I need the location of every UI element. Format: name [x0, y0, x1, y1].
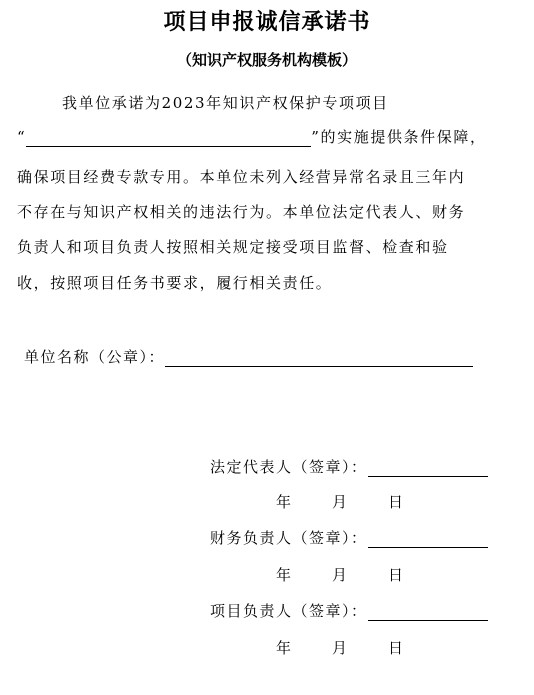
unit-name-label: 单位名称（公章）：	[24, 348, 166, 366]
legal-rep-row	[210, 456, 488, 477]
paragraph-line-2-tail: ”的实施提供条件保障，	[311, 128, 487, 146]
open-quote: “	[17, 128, 27, 146]
project-lead-row	[210, 600, 488, 621]
finance-head-row	[210, 527, 488, 548]
project-name-field[interactable]	[26, 128, 311, 147]
project-lead-month: 月	[332, 639, 348, 657]
unit-name-row	[24, 346, 473, 367]
project-lead-label: 项目负责人（签章）：	[210, 602, 368, 620]
project-lead-year: 年	[276, 639, 292, 657]
finance-head-signature-field[interactable]	[368, 529, 488, 548]
paragraph-line-3: 确保项目经费专款专用。本单位未列入经营异常名录且三年内	[17, 168, 466, 186]
project-lead-signature-field[interactable]	[368, 602, 488, 621]
finance-head-day: 日	[388, 566, 404, 584]
legal-rep-year: 年	[276, 493, 292, 511]
page-title: 项目申报诚信承诺书	[163, 10, 371, 35]
legal-rep-month: 月	[332, 493, 348, 511]
project-lead-day: 日	[388, 639, 404, 657]
legal-rep-date-row	[0, 491, 534, 511]
paragraph-line-5: 负责人和项目负责人按照相关规定接受项目监督、检查和验	[17, 238, 449, 256]
paragraph-line-4: 不存在与知识产权相关的违法行为。本单位法定代表人、财务	[17, 203, 466, 221]
legal-rep-signature-field[interactable]	[368, 458, 488, 477]
legal-rep-day: 日	[388, 493, 404, 511]
paragraph-line-2	[17, 126, 487, 147]
finance-head-label: 财务负责人（签章）：	[210, 529, 368, 547]
unit-name-field[interactable]	[165, 348, 473, 367]
page-subtitle: （知识产权服务机构模板）	[176, 51, 357, 69]
paragraph-line-6: 收，按照项目任务书要求，履行相关责任。	[17, 274, 333, 292]
finance-head-month: 月	[332, 566, 348, 584]
finance-head-date-row	[0, 564, 534, 584]
paragraph-line-1: 我单位承诺为2023年知识产权保护专项项目	[62, 94, 389, 112]
finance-head-year: 年	[276, 566, 292, 584]
project-lead-date-row	[0, 637, 534, 657]
legal-rep-label: 法定代表人（签章）：	[210, 458, 368, 476]
